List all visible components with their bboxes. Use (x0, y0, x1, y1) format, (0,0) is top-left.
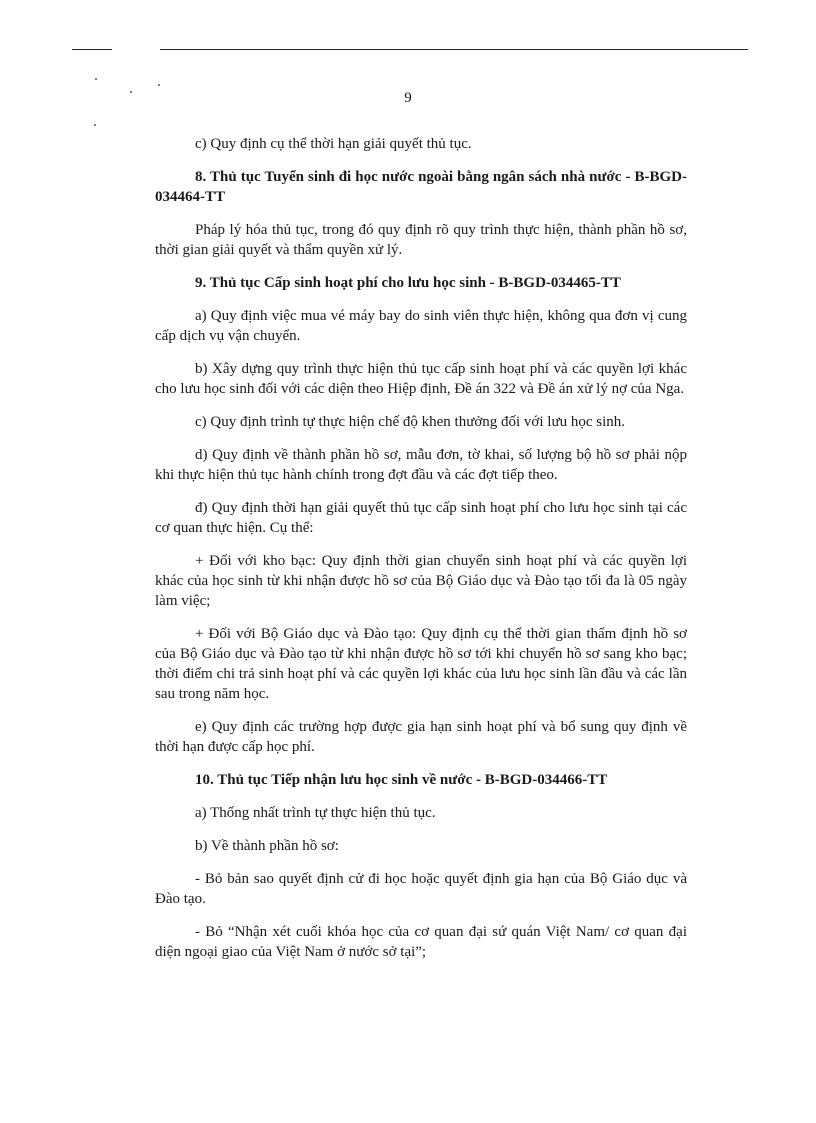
scan-speck (94, 124, 96, 126)
paragraph: b) Xây dựng quy trình thực hiện thủ tục cấp sinh hoạt phí và các quyền lợi khác cho lưu học sinh đối với các diện theo Hiệp định, Đề án 322 và Đề án xử lý nợ của Nga. (155, 361, 687, 397)
paragraph: + Đối với kho bạc: Quy định thời gian chuyển sinh hoạt phí và các quyền lợi khác của học sinh từ khi nhận được hồ sơ của Bộ Giáo dục và Đào tạo tối đa là 05 ngày làm việc; (155, 553, 687, 609)
paragraph: + Đối với Bộ Giáo dục và Đào tạo: Quy định cụ thể thời gian thẩm định hồ sơ của Bộ Giáo dục và Đào tạo từ khi nhận được hồ sơ tới khi chuyển hồ sơ sang kho bạc; thời điểm chi trả sinh hoạt phí và các quyền lợi khác của lưu học sinh lần đầu và các lần sau trong năm học. (155, 626, 687, 702)
scan-speck (95, 78, 97, 80)
scan-speck (158, 84, 160, 86)
paragraph: a) Thống nhất trình tự thực hiện thủ tục. (195, 805, 436, 821)
paragraph: c) Quy định trình tự thực hiện chế độ khen thưởng đối với lưu học sinh. (195, 414, 625, 430)
paragraph: đ) Quy định thời hạn giải quyết thủ tục cấp sinh hoạt phí cho lưu học sinh tại các cơ quan thực hiện. Cụ thể: (155, 500, 687, 536)
header-rule (160, 49, 748, 50)
paragraph: - Bỏ bản sao quyết định cử đi học hoặc quyết định gia hạn của Bộ Giáo dục và Đào tạo. (155, 871, 687, 907)
paragraph: a) Quy định việc mua vé máy bay do sinh viên thực hiện, không qua đơn vị cung cấp dịch vụ vận chuyển. (155, 308, 687, 344)
header-rule (72, 49, 112, 50)
paragraph: Pháp lý hóa thủ tục, trong đó quy định rõ quy trình thực hiện, thành phần hồ sơ, thời gian giải quyết và thẩm quyền xử lý. (155, 222, 687, 258)
page-number: 9 (404, 90, 412, 106)
section-heading: 8. Thủ tục Tuyển sinh đi học nước ngoài bằng ngân sách nhà nước - B-BGD-034464-TT (155, 169, 687, 205)
section-heading: 10. Thủ tục Tiếp nhận lưu học sinh về nước - B-BGD-034466-TT (195, 772, 608, 788)
paragraph: c) Quy định cụ thể thời hạn giải quyết thủ tục. (195, 136, 472, 152)
section-heading: 9. Thủ tục Cấp sinh hoạt phí cho lưu học sinh - B-BGD-034465-TT (195, 275, 621, 291)
document-body (155, 134, 687, 975)
paragraph: d) Quy định về thành phần hồ sơ, mẫu đơn, tờ khai, số lượng bộ hồ sơ phải nộp khi thực hiện thủ tục hành chính trong đợt đầu và các đợt tiếp theo. (155, 447, 687, 483)
paragraph: e) Quy định các trường hợp được gia hạn sinh hoạt phí và bổ sung quy định về thời hạn được cấp học phí. (155, 719, 687, 755)
paragraph: b) Về thành phần hồ sơ: (195, 838, 339, 854)
paragraph: - Bỏ “Nhận xét cuối khóa học của cơ quan đại sứ quán Việt Nam/ cơ quan đại diện ngoại giao của Việt Nam ở nước sở tại”; (155, 924, 687, 960)
